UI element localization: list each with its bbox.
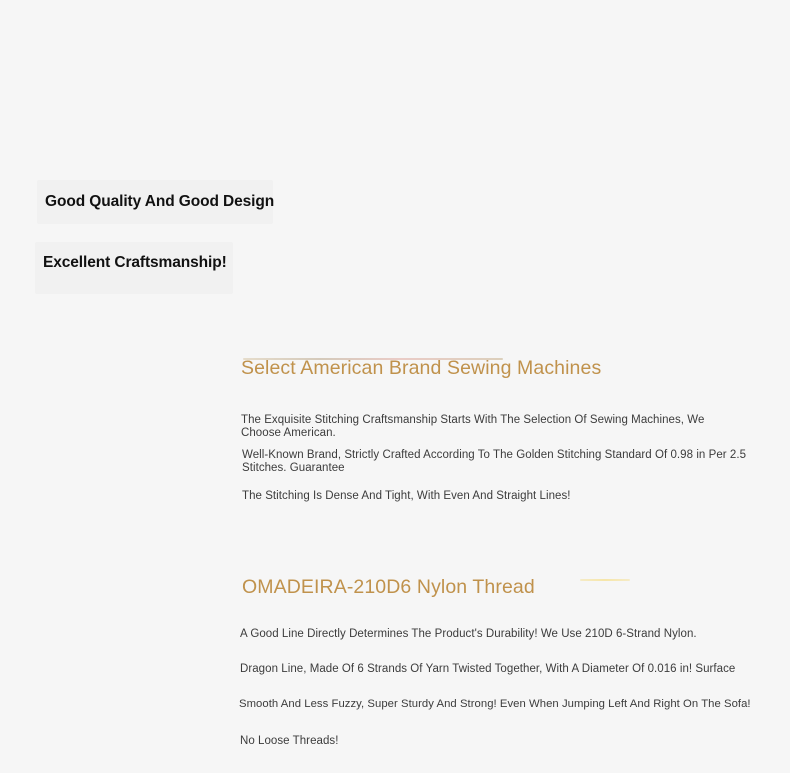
thread-paragraph-1: A Good Line Directly Determines The Product's Durability! We Use 210D 6-Strand Nylon. <box>240 628 697 640</box>
thread-paragraph-4: No Loose Threads! <box>240 735 339 747</box>
craftsmanship-tag-label: Excellent Craftsmanship! <box>43 254 227 271</box>
thread-paragraph-2: Dragon Line, Made Of 6 Strands Of Yarn Twisted Together, With A Diameter Of 0.016 in! Surface <box>240 663 736 675</box>
thread-paragraph-3: Smooth And Less Fuzzy, Super Sturdy And Strong! Even When Jumping Left And Right On The Sofa! <box>239 698 751 710</box>
decorative-sparkle <box>580 579 630 581</box>
thread-section-heading: OMADEIRA-210D6 Nylon Thread <box>242 576 535 598</box>
sewing-paragraph-2: Well-Known Brand, Strictly Crafted According To The Golden Stitching Standard Of 0.98 in Per 2.5 Stitches. Guarantee <box>242 449 747 474</box>
sewing-paragraph-3: The Stitching Is Dense And Tight, With Even And Straight Lines! <box>242 490 571 502</box>
quality-tag-label: Good Quality And Good Design <box>45 193 275 210</box>
sewing-paragraph-1: The Exquisite Stitching Craftsmanship Starts With The Selection Of Sewing Machines, We Choose American. <box>241 414 705 439</box>
sewing-section-heading: Select American Brand Sewing Machines <box>241 357 602 379</box>
